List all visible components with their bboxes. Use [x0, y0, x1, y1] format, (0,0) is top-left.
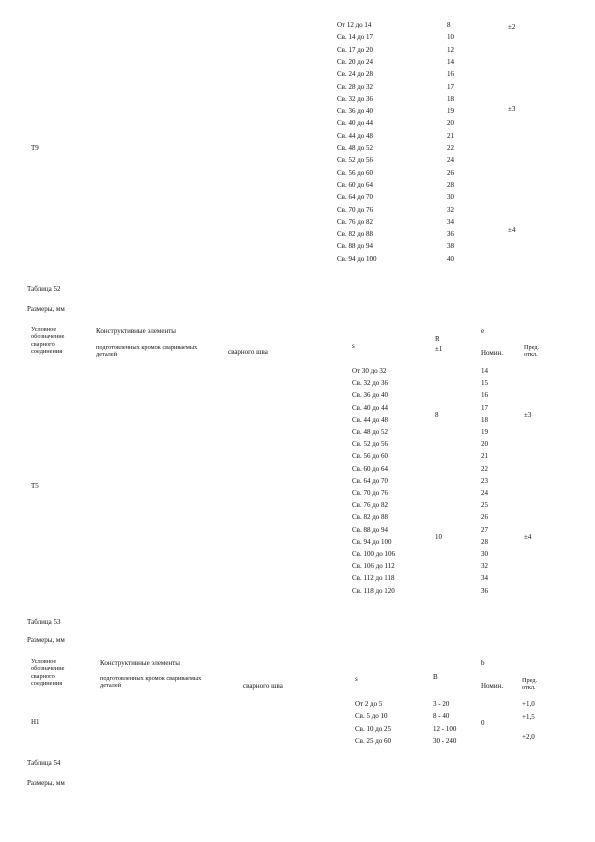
t53-range-cell: От 2 до 5 — [355, 700, 383, 708]
top-value-cell: 34 — [447, 217, 454, 226]
top-value-cell: 17 — [447, 82, 454, 91]
t52-value-cell: 30 — [481, 550, 488, 558]
top-tol-3: ±4 — [508, 226, 516, 234]
t52-value-cell: 19 — [481, 428, 488, 436]
top-range-cell: Св. 56 до 60 — [337, 168, 374, 177]
t52-value-cell: 21 — [481, 452, 488, 461]
t53-dev-1: +1,0 — [522, 700, 535, 708]
t52-value-cell: 16 — [481, 391, 488, 400]
table-54-units: Размеры, мм — [27, 779, 65, 787]
t52-tol-1: ±3 — [524, 411, 532, 419]
top-range-cell: Св. 20 до 24 — [337, 57, 374, 66]
t52-range-cell: Св. 60 до 64 — [352, 464, 389, 473]
t52-range-cell: Св. 82 до 88 — [352, 513, 389, 522]
t53-code: Н1 — [31, 718, 40, 726]
top-range-cell: Св. 36 до 40 — [337, 107, 374, 116]
t52-range-cell: Св. 44 до 48 — [352, 415, 389, 424]
t53-range-cell: Св. 5 до 10 — [355, 712, 388, 721]
t52-value-cell: 26 — [481, 513, 488, 522]
t52-range-cell: Св. 88 до 94 — [352, 525, 389, 534]
top-range-cell: Св. 52 до 56 — [337, 156, 374, 165]
t53-header-b-col: B — [433, 673, 438, 681]
t52-r-1: 8 — [435, 411, 439, 419]
t52-range-cell: Св. 48 до 52 — [352, 428, 389, 436]
t53-header-code: Условное обозначение сварного соединения — [31, 658, 65, 688]
t52-header-weld: сварного шва — [228, 348, 268, 356]
t53-header-weld: сварного шва — [243, 682, 283, 690]
top-range-cell: Св. 44 до 48 — [337, 131, 374, 140]
t53-b-cell: 30 - 240 — [433, 736, 457, 745]
t52-header-r: R — [435, 335, 440, 343]
top-range-cell: Св. 40 до 44 — [337, 119, 374, 128]
top-value-cell: 12 — [447, 45, 454, 54]
top-value-cell: 21 — [447, 131, 454, 140]
top-range-cell: Св. 17 до 20 — [337, 45, 374, 54]
t53-dev-3: +2,0 — [522, 733, 535, 741]
t52-r-2: 10 — [435, 533, 442, 541]
t52-range-cell: Св. 64 до 70 — [352, 476, 389, 485]
t53-b-cell: 8 - 40 — [433, 712, 450, 721]
t52-header-r-tol: ±1 — [435, 345, 443, 353]
table-52-units: Размеры, мм — [27, 305, 65, 313]
top-range-cell: Св. 70 до 76 — [337, 205, 374, 214]
t52-code: Т5 — [31, 482, 39, 490]
table-52-caption: Таблица 52 — [27, 285, 61, 293]
top-value-cell: 24 — [447, 156, 454, 165]
t52-range-cell: От 30 до 32 — [352, 367, 387, 375]
top-value-cell: 10 — [447, 33, 454, 42]
top-value-cell: 14 — [447, 57, 454, 66]
top-value-cell: 19 — [447, 107, 454, 116]
top-value-cell: 30 — [447, 193, 454, 202]
t53-nom: 0 — [481, 719, 485, 727]
t52-value-cell: 23 — [481, 476, 488, 485]
top-value-cell: 32 — [447, 205, 454, 214]
t52-value-cell: 18 — [481, 415, 488, 424]
t52-range-cell: Св. 118 до 120 — [352, 586, 395, 595]
t52-header-code: Условное обозначение сварного соединения — [31, 326, 65, 356]
t52-range-cell: Св. 106 до 112 — [352, 562, 395, 571]
t52-value-cell: 34 — [481, 574, 488, 583]
t52-range-cell: Св. 94 до 100 — [352, 537, 392, 546]
t52-header-nom: Номин. — [481, 349, 504, 357]
t53-dev-2: +1,5 — [522, 713, 535, 721]
t52-value-cell: 25 — [481, 501, 488, 510]
top-range-cell: Св. 60 до 64 — [337, 180, 374, 189]
t53-header-elements: Конструктивные элементы — [100, 659, 180, 667]
t53-b-cell: 3 - 20 — [433, 700, 450, 708]
t53-b-cell: 12 - 100 — [433, 724, 457, 733]
t53-header-nom: Номин. — [481, 682, 504, 690]
t52-header-s: s — [352, 342, 355, 350]
t52-range-cell: Св. 70 до 76 — [352, 489, 389, 497]
t52-value-cell: 32 — [481, 562, 488, 571]
t52-value-cell: 24 — [481, 489, 488, 497]
top-range-cell: Св. 76 до 82 — [337, 217, 374, 226]
top-range-cell: Св. 28 до 32 — [337, 82, 374, 91]
t52-value-cell: 27 — [481, 525, 488, 534]
top-range-cell: Св. 14 до 17 — [337, 33, 374, 42]
t52-value-cell: 14 — [481, 367, 488, 375]
t52-value-cell: 20 — [481, 440, 488, 449]
top-value-cell: 36 — [447, 230, 454, 239]
t52-header-elements: Конструктивные элементы — [96, 327, 176, 335]
top-tol-2: ±3 — [508, 105, 516, 113]
t52-header-e: e — [481, 327, 485, 335]
t52-range-cell: Св. 76 до 82 — [352, 501, 389, 510]
t52-range-cell: Св. 112 до 118 — [352, 574, 395, 583]
top-tol-1: ±2 — [508, 23, 516, 31]
table-53-units: Размеры, мм — [27, 636, 65, 644]
top-range-cell: Св. 88 до 94 — [337, 242, 374, 251]
top-range-cell: Св. 94 до 100 — [337, 254, 377, 263]
t52-range-cell: Св. 56 до 60 — [352, 452, 389, 461]
t52-header-prepared: подготовленных кромок свариваемых деталей — [96, 344, 198, 359]
top-value-cell: 26 — [447, 168, 454, 177]
top-value-cell: 40 — [447, 254, 454, 263]
t53-range-cell: Св. 25 до 60 — [355, 736, 392, 745]
top-range-cell: Св. 32 до 36 — [337, 94, 374, 103]
t52-value-cell: 15 — [481, 379, 488, 388]
t52-value-cell: 22 — [481, 464, 488, 473]
top-value-cell: 20 — [447, 119, 454, 128]
t53-header-b: b — [481, 659, 485, 667]
t53-header-dev: Пред. откл. — [522, 677, 538, 692]
t52-tol-2: ±4 — [524, 533, 532, 541]
t52-value-cell: 28 — [481, 537, 488, 546]
top-value-cell: 28 — [447, 180, 454, 189]
top-range-cell: От 12 до 14 — [337, 21, 372, 29]
top-range-cell: Св. 48 до 52 — [337, 144, 374, 152]
t52-range-cell: Св. 36 до 40 — [352, 391, 389, 400]
top-value-cell: 16 — [447, 70, 454, 79]
top-range-cell: Св. 24 до 28 — [337, 70, 374, 79]
t53-header-prepared: подготовленных кромок свариваемых деталей — [100, 675, 202, 690]
t52-range-cell: Св. 52 до 56 — [352, 440, 389, 449]
t52-range-cell: Св. 32 до 36 — [352, 379, 389, 388]
t53-range-cell: Св. 10 до 25 — [355, 724, 392, 733]
top-code: Т9 — [31, 144, 39, 152]
t52-range-cell: Св. 40 до 44 — [352, 403, 389, 412]
top-range-cell: Св. 64 до 70 — [337, 193, 374, 202]
top-range-cell: Св. 82 до 88 — [337, 230, 374, 239]
t53-header-s: s — [355, 675, 358, 683]
t52-value-cell: 36 — [481, 586, 488, 595]
t52-header-dev: Пред. откл. — [524, 344, 540, 359]
t52-range-cell: Св. 100 до 106 — [352, 550, 396, 558]
table-53-caption: Таблица 53 — [27, 618, 61, 626]
top-value-cell: 22 — [447, 144, 454, 152]
top-value-cell: 8 — [447, 21, 451, 29]
table-54-caption: Таблица 54 — [27, 759, 61, 767]
top-value-cell: 38 — [447, 242, 454, 251]
top-value-cell: 18 — [447, 94, 454, 103]
t52-value-cell: 17 — [481, 403, 488, 412]
